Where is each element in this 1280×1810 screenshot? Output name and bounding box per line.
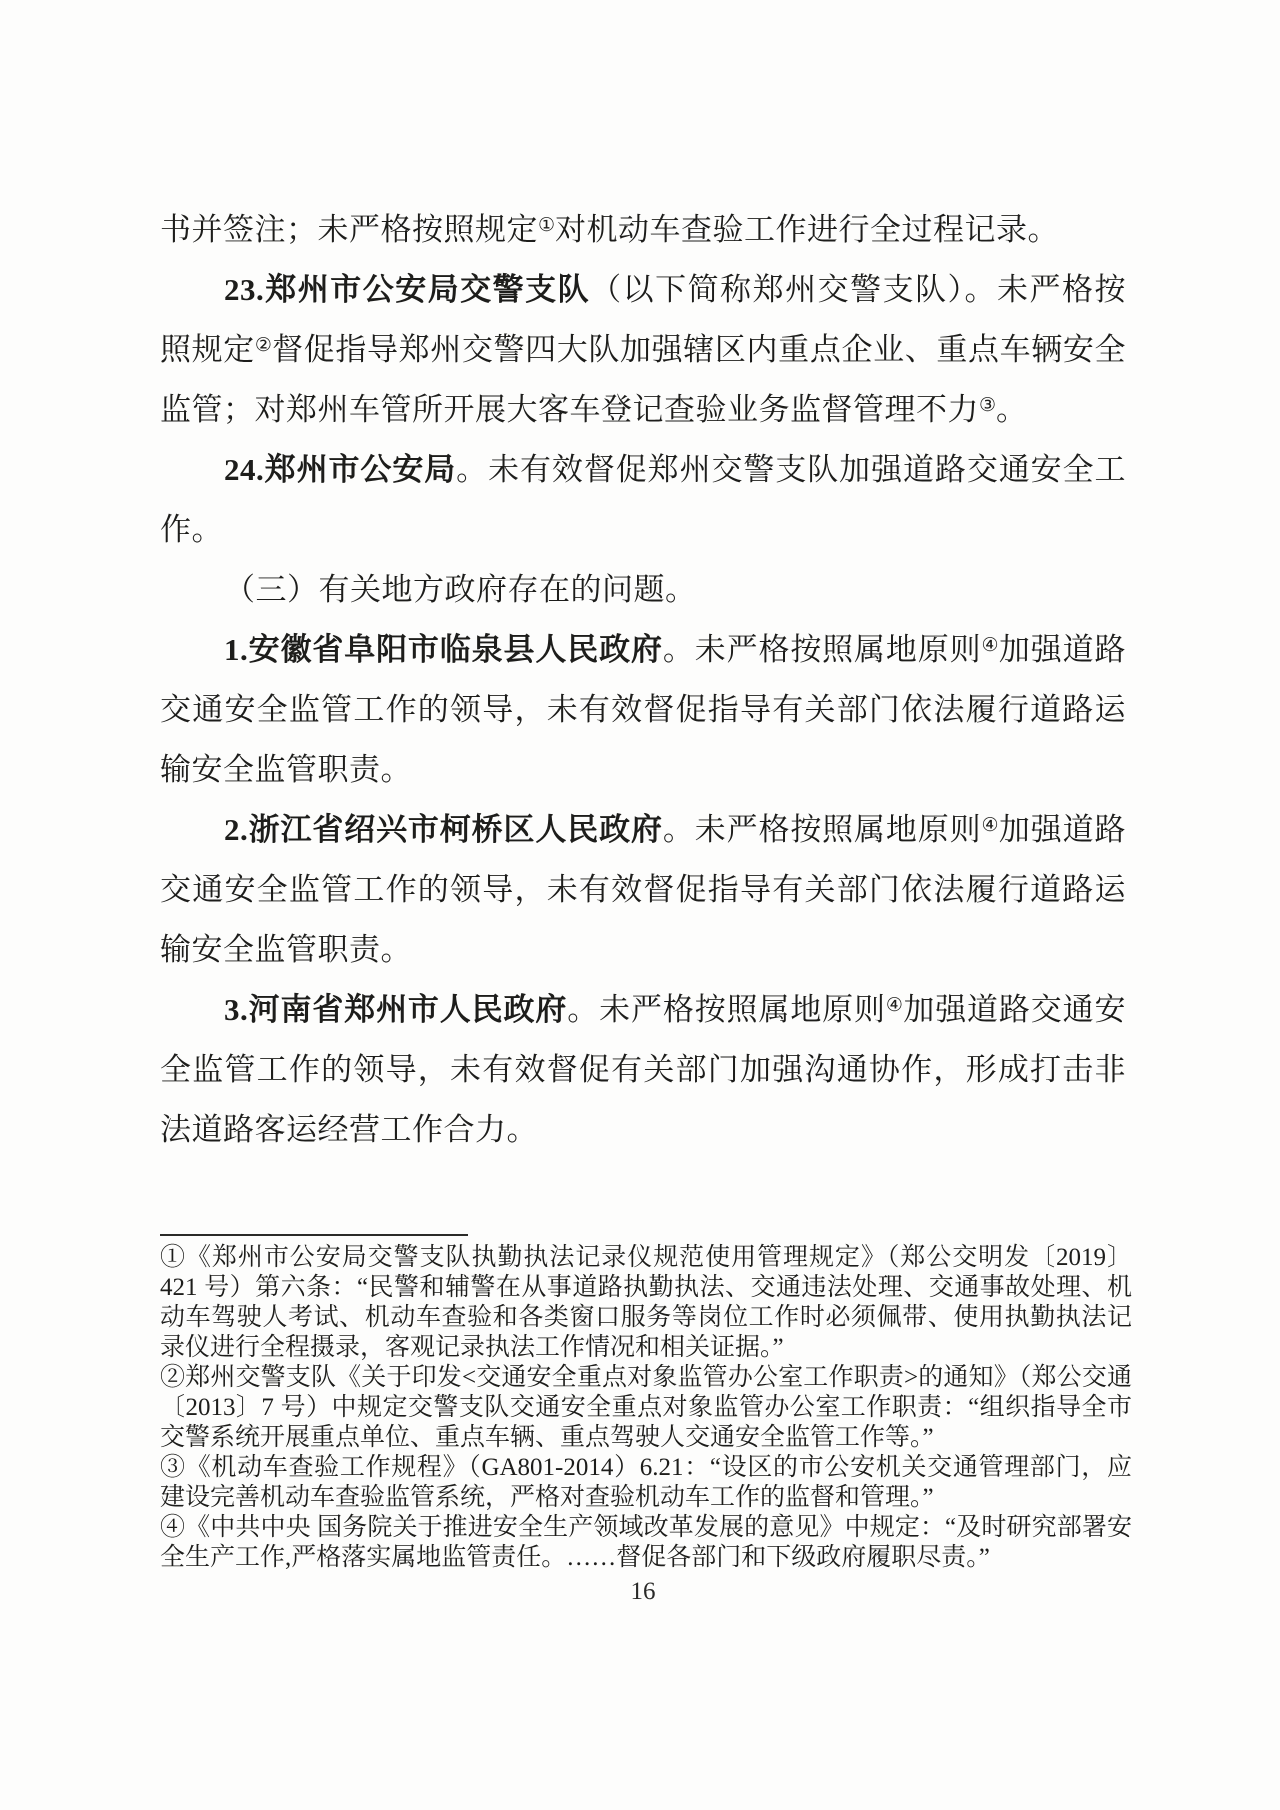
entity-name-bold: 2.浙江省绍兴市柯桥区人民政府 xyxy=(224,812,663,847)
body-text-segment: 加强道路交通安全监管工作的领导，未有效督促有关部门加强沟通协作，形成打击非法道路客运经营工作合力。 xyxy=(160,992,1127,1147)
footnote-reference: ④ xyxy=(981,635,999,656)
body-paragraph xyxy=(160,620,1126,800)
footnote-item: ②郑州交警支队《关于印发<交通安全重点对象监管办公室工作职责>的通知》（郑公交通〔2013〕7 号）中规定交警支队交通安全重点对象监管办公室工作职责：“组织指导全市交警系统开展重点单位、重点车辆、重点驾驶人交通安全监管工作等。” xyxy=(160,1364,1132,1451)
body-text-segment: 加强道路交通安全监管工作的领导，未有效督促指导有关部门依法履行道路运输安全监管职责。 xyxy=(160,632,1127,787)
footnote-reference: ③ xyxy=(979,395,997,416)
body-text-segment: 。未严格按照属地原则 xyxy=(662,632,982,667)
body-paragraph xyxy=(160,260,1126,440)
body-text-segment: 。未严格按照属地原则 xyxy=(662,812,982,847)
entity-name-bold: 3.河南省郑州市人民政府 xyxy=(224,992,568,1027)
footnote-separator xyxy=(160,1234,468,1236)
page-number: 16 xyxy=(630,1578,656,1605)
body-text-segment: （三）有关地方政府存在的问题。 xyxy=(224,572,697,608)
body-text-segment: 加强道路交通安全监管工作的领导，未有效督促指导有关部门依法履行道路运输安全监管职责。 xyxy=(160,812,1127,967)
body-paragraph xyxy=(160,440,1126,560)
footnote-reference: ① xyxy=(538,215,556,236)
footnote-item: ④《中共中央 国务院关于推进安全生产领域改革发展的意见》中规定：“及时研究部署安全生产工作,严格落实属地监管责任。……督促各部门和下级政府履职尽责。” xyxy=(160,1514,1132,1571)
body-text-segment: 。 xyxy=(996,392,1028,427)
entity-name-bold: 23.郑州市公安局交警支队 xyxy=(224,272,591,307)
body-text-segment: 督促指导郑州交警四大队加强辖区内重点企业、重点车辆安全监管；对郑州车管所开展大客车登记查验业务监督管理不力 xyxy=(160,332,1127,427)
body-paragraph xyxy=(160,800,1126,980)
entity-name-bold: 24.郑州市公安局 xyxy=(224,452,457,487)
subsection-heading xyxy=(160,560,1126,620)
body-paragraph xyxy=(160,200,1126,260)
body-text-segment: 对机动车查验工作进行全过程记录。 xyxy=(555,212,1060,247)
footnote-item: ①《郑州市公安局交警支队执勤执法记录仪规范使用管理规定》（郑公交明发〔2019〕421 号）第六条：“民警和辅警在从事道路执勤执法、交通违法处理、交通事故处理、机动车驾驶人考试、机动车查验和各类窗口服务等岗位工作时必须佩带、使用执勤执法记录仪进行全程摄录，客观记录执法工作情况和相关证据。” xyxy=(160,1244,1132,1361)
body-text-segment: 。未有效督促郑州交警支队加强道路交通安全工作。 xyxy=(160,452,1127,547)
footnote-reference: ④ xyxy=(885,995,904,1016)
footnote-reference: ② xyxy=(254,335,273,356)
footnotes-list xyxy=(160,1243,1132,1573)
footnote-item: ③《机动车查验工作规程》（GA801-2014）6.21：“设区的市公安机关交通管理部门，应建设完善机动车查验监管系统，严格对查验机动车工作的监督和管理。” xyxy=(160,1454,1132,1511)
footnote-reference: ④ xyxy=(981,815,999,836)
body-text-segment: （以下简称郑州交警支队）。未严格按照规定 xyxy=(160,272,1127,367)
body-text-segment: 书并签注；未严格按照规定 xyxy=(160,212,538,247)
body-paragraph xyxy=(160,980,1126,1160)
body-text xyxy=(160,200,1126,1160)
entity-name-bold: 1.安徽省阜阳市临泉县人民政府 xyxy=(224,632,663,667)
body-text-segment: 。未严格按照属地原则 xyxy=(567,992,886,1027)
